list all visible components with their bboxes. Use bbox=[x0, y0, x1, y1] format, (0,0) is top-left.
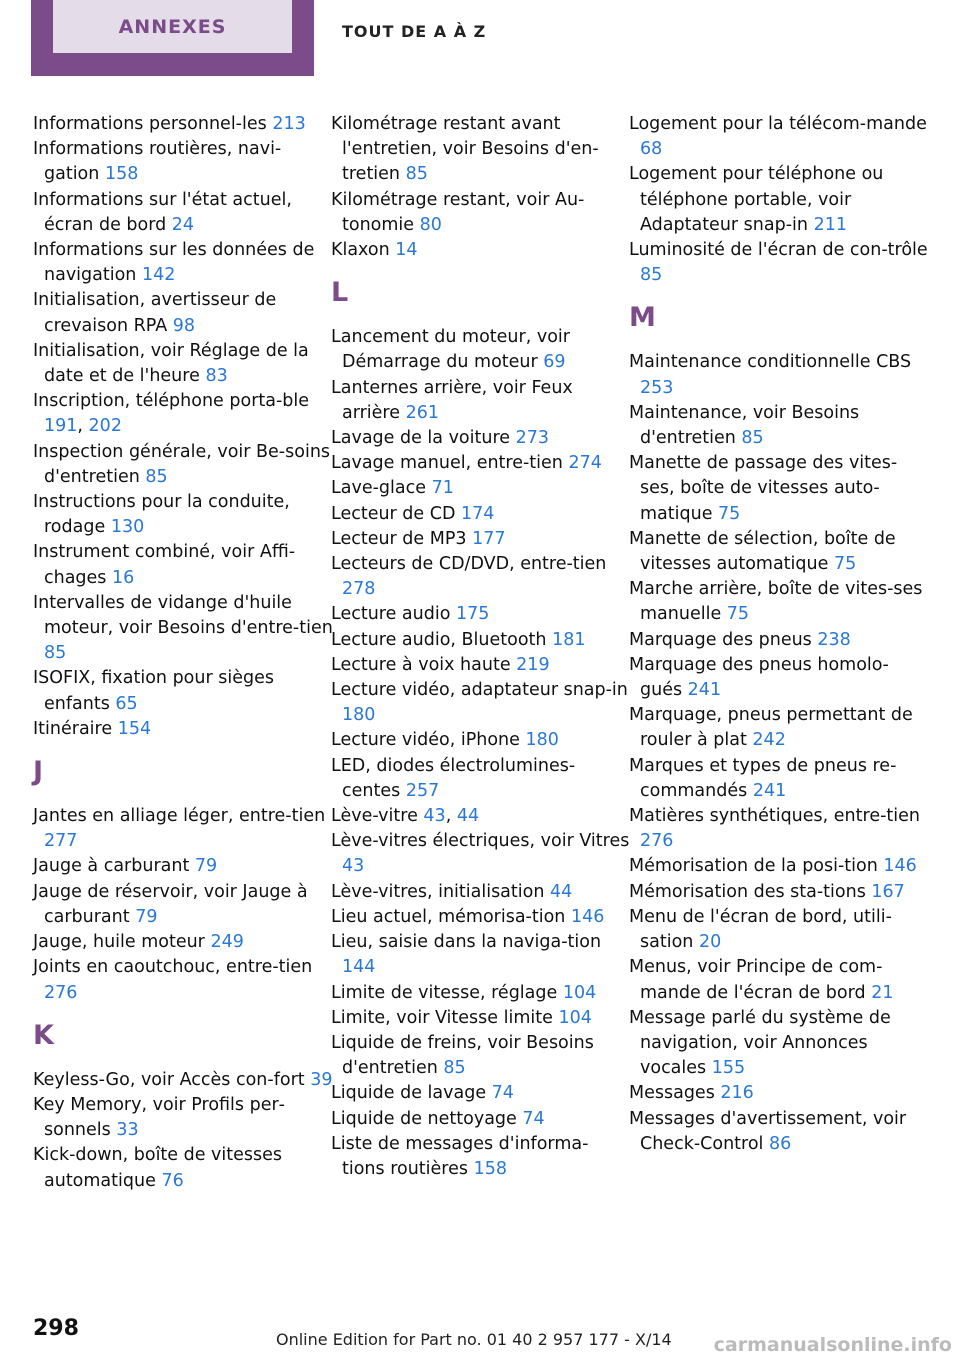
page-reference-link[interactable]: 130 bbox=[110, 517, 145, 538]
index-entry bbox=[629, 527, 929, 577]
index-entry-term: Marquage des pneus bbox=[629, 629, 812, 650]
index-entry-term: Inspection générale, voir Be‐soins d'entretien bbox=[33, 441, 331, 487]
index-entry-term: Kilométrage restant avant l'entretien, voir Besoins d'en‐tretien bbox=[331, 114, 599, 185]
page-reference-link[interactable]: 177 bbox=[472, 528, 506, 549]
index-entry-term: Lecture audio bbox=[331, 604, 451, 625]
index-entry-term: Marquage des pneus homolo‐gués bbox=[629, 654, 889, 701]
page-reference-link[interactable]: 86 bbox=[768, 1133, 792, 1154]
page-number: 298 bbox=[33, 1316, 79, 1341]
index-entry bbox=[629, 703, 929, 753]
index-entry-term: Jauge à carburant bbox=[33, 856, 190, 877]
index-entry-term: Klaxon bbox=[331, 240, 390, 261]
page-reference-link[interactable]: 85 bbox=[443, 1058, 466, 1079]
page-reference-link[interactable]: 180 bbox=[342, 705, 376, 726]
index-entry-term: Lecture vidéo, adaptateur snap-in bbox=[331, 680, 628, 701]
page-reference-link[interactable]: 16 bbox=[112, 567, 135, 588]
page-reference-link[interactable]: 68 bbox=[640, 139, 663, 160]
index-entry bbox=[33, 188, 333, 238]
page-reference-link[interactable]: 276 bbox=[640, 831, 674, 852]
index-entry bbox=[331, 653, 631, 678]
index-entry-term: Maintenance, voir Besoins d'entretien bbox=[629, 402, 860, 449]
page-reference-link[interactable]: 85 bbox=[405, 164, 428, 185]
index-entry-term: Keyless-Go, voir Accès con‐fort bbox=[33, 1069, 305, 1090]
index-entry-term: Initialisation, avertisseur de crevaison RPA bbox=[33, 290, 277, 336]
index-entry-term: Logement pour téléphone ou téléphone portable, voir Adaptateur snap-in bbox=[629, 164, 884, 235]
page-reference-link[interactable]: 14 bbox=[395, 240, 418, 261]
index-entry bbox=[331, 238, 631, 263]
page-reference-link[interactable]: 216 bbox=[720, 1083, 754, 1104]
index-entry bbox=[33, 717, 333, 742]
index-entry bbox=[331, 451, 631, 476]
index-entry-term: Kilométrage restant, voir Au‐tonomie bbox=[331, 189, 585, 235]
index-entry bbox=[33, 112, 333, 137]
page-reference-link[interactable]: 211 bbox=[813, 214, 847, 235]
index-entry-term: Menus, voir Principe de com‐mande de l'écran de bord bbox=[629, 957, 883, 1003]
page-reference-link[interactable]: 191 bbox=[44, 416, 78, 437]
page-reference-link[interactable]: 274 bbox=[568, 453, 602, 474]
index-entry-term: Message parlé du système de navigation, voir Annonces vocales bbox=[629, 1007, 891, 1079]
index-entry bbox=[629, 804, 929, 854]
index-entry bbox=[331, 1107, 631, 1132]
section-tab bbox=[31, 0, 314, 76]
page-reference-link[interactable]: 273 bbox=[515, 428, 550, 449]
index-entry bbox=[331, 678, 631, 728]
index-entry bbox=[331, 880, 631, 905]
index-entry bbox=[331, 754, 631, 804]
index-entry-term: ISOFIX, fixation pour sièges enfants bbox=[33, 668, 274, 714]
page-reference-link[interactable]: 85 bbox=[640, 265, 663, 286]
page-reference-link[interactable]: 219 bbox=[516, 654, 550, 675]
index-entry-term: Instrument combiné, voir Affi‐chages bbox=[33, 542, 296, 588]
page-reference-link[interactable]: 44 bbox=[456, 806, 480, 827]
index-entry bbox=[331, 905, 631, 930]
index-entry-term: Informations personnel‐les bbox=[33, 114, 267, 134]
page-reference-link[interactable]: 20 bbox=[698, 932, 722, 953]
index-entry-term: Limite, voir Vitesse limite bbox=[331, 1007, 553, 1028]
page-reference-link[interactable]: 261 bbox=[405, 402, 439, 423]
index-entry-term: Lieu actuel, mémorisa‐tion bbox=[331, 906, 566, 927]
index-entry-term: Manette de sélection, boîte de vitesses automatique bbox=[629, 528, 896, 575]
index-entry bbox=[33, 854, 333, 879]
index-entry bbox=[331, 930, 631, 980]
index-entry-term: Liquide de freins, voir Besoins d'entretien bbox=[331, 1032, 594, 1079]
index-entry bbox=[33, 540, 333, 590]
page-reference-link[interactable]: 174 bbox=[461, 503, 495, 524]
index-entry bbox=[331, 1132, 631, 1182]
index-entry bbox=[33, 955, 333, 1005]
index-entry bbox=[33, 440, 333, 490]
index-entry bbox=[629, 162, 929, 238]
index-entry-term: Lecture à voix haute bbox=[331, 654, 511, 675]
page-reference-link[interactable]: 154 bbox=[117, 718, 152, 739]
page-reference-link[interactable]: 71 bbox=[431, 478, 454, 499]
index-entry bbox=[331, 325, 631, 375]
index-entry-term: Maintenance conditionnelle CBS bbox=[629, 352, 912, 373]
index-entry bbox=[33, 1068, 333, 1093]
page-reference-link[interactable]: 213 bbox=[272, 114, 306, 134]
index-entry-term: Marquage, pneus permettant de rouler à plat bbox=[629, 705, 913, 751]
page-reference-link[interactable]: 43 bbox=[423, 806, 446, 827]
index-entry-term: Jantes en alliage léger, entre‐tien bbox=[33, 806, 326, 827]
index-entry bbox=[33, 238, 333, 288]
page-reference-link[interactable]: 44 bbox=[550, 881, 573, 902]
chapter-title: TOUT DE A À Z bbox=[342, 22, 487, 41]
page-reference-link[interactable]: 79 bbox=[135, 906, 158, 927]
page-reference-link[interactable]: 181 bbox=[552, 629, 586, 650]
index-entry-term: Lave-glace bbox=[331, 478, 426, 499]
page-reference-link[interactable]: 158 bbox=[473, 1158, 507, 1179]
page-reference-link[interactable]: 74 bbox=[491, 1083, 514, 1104]
index-entry-term: Lanternes arrière, voir Feux arrière bbox=[331, 377, 573, 423]
index-entry-term: Luminosité de l'écran de con‐trôle bbox=[629, 240, 928, 261]
page-reference-link[interactable]: 249 bbox=[210, 932, 244, 953]
page-header bbox=[0, 0, 960, 76]
index-entry bbox=[331, 981, 631, 1006]
index-entry bbox=[629, 628, 929, 653]
page-reference-link[interactable]: 180 bbox=[525, 730, 559, 751]
index-entry-term: Kick-down, boîte de vitesses automatique bbox=[33, 1145, 283, 1191]
index-entry bbox=[331, 476, 631, 501]
index-column-2 bbox=[331, 112, 631, 1182]
index-entry-term: Lieu, saisie dans la naviga‐tion bbox=[331, 932, 602, 953]
page-reference-link[interactable]: 167 bbox=[871, 881, 905, 902]
index-column-3 bbox=[629, 112, 929, 1157]
index-entry bbox=[33, 1093, 333, 1143]
index-entry-term: Marche arrière, boîte de vites‐ses manuelle bbox=[629, 579, 923, 625]
index-entry-term: Lecteurs de CD/DVD, entre‐tien bbox=[331, 554, 607, 575]
index-entry-term: Limite de vitesse, réglage bbox=[331, 982, 558, 1003]
index-entry bbox=[33, 1143, 333, 1193]
index-entry bbox=[331, 1031, 631, 1081]
page-reference-link[interactable]: 76 bbox=[161, 1170, 184, 1191]
index-entry-term: Informations sur les données de navigation bbox=[33, 240, 315, 286]
page-reference-link[interactable]: 21 bbox=[871, 982, 894, 1003]
index-column-1 bbox=[33, 112, 333, 1194]
page-reference-link[interactable]: 85 bbox=[741, 428, 764, 449]
index-entry bbox=[629, 238, 929, 288]
index-entry bbox=[331, 1081, 631, 1106]
page-reference-link[interactable]: 257 bbox=[405, 780, 440, 801]
index-entry-term: Intervalles de vidange d'huile moteur, voir Besoins d'entre‐tien bbox=[33, 592, 333, 639]
index-entry bbox=[629, 905, 929, 955]
index-entry-term: Menu de l'écran de bord, utili‐sation bbox=[629, 906, 892, 953]
index-entry-term: Lève-vitres électriques, voir Vitres bbox=[331, 831, 630, 852]
index-entry-term: Liquide de lavage bbox=[331, 1083, 487, 1104]
index-entry-term: Liquide de nettoyage bbox=[331, 1108, 517, 1129]
index-entry bbox=[629, 653, 929, 703]
index-letter-heading: L bbox=[331, 277, 349, 309]
page-reference-link[interactable]: 278 bbox=[342, 579, 376, 600]
index-entry bbox=[33, 880, 333, 930]
page-reference-link[interactable]: 65 bbox=[115, 693, 138, 714]
index-letter-heading: M bbox=[629, 302, 656, 334]
index-entry bbox=[33, 288, 333, 338]
index-entry-term: Mémorisation de la posi‐tion bbox=[629, 856, 878, 877]
page-reference-link[interactable]: 241 bbox=[687, 680, 722, 701]
index-entry bbox=[331, 112, 631, 188]
index-entry bbox=[33, 137, 333, 187]
index-entry-term: Lavage de la voiture bbox=[331, 428, 511, 449]
index-entry bbox=[33, 666, 333, 716]
index-entry bbox=[33, 490, 333, 540]
index-entry bbox=[629, 451, 929, 527]
page-reference-link[interactable]: 33 bbox=[116, 1120, 139, 1141]
index-entry-term: Liste de messages d'informa‐tions routières bbox=[331, 1133, 589, 1179]
page-reference-link[interactable]: 75 bbox=[833, 554, 857, 575]
index-entry bbox=[629, 401, 929, 451]
index-entry-term: Key Memory, voir Profils per‐sonnels bbox=[33, 1094, 285, 1141]
index-entry bbox=[629, 1107, 929, 1157]
index-entry-term: Lecture vidéo, iPhone bbox=[331, 730, 520, 751]
index-entry: Lève-vitre 43, 44 bbox=[331, 806, 480, 827]
index-entry-term: Lecteur de MP3 bbox=[331, 528, 467, 549]
index-entry bbox=[33, 591, 333, 667]
index-entry-term: Jauge de réservoir, voir Jauge à carburant bbox=[33, 881, 308, 927]
index-entry-term: Informations routières, navi‐gation bbox=[33, 139, 282, 185]
page-reference-link[interactable]: 24 bbox=[171, 214, 195, 235]
page-reference-link[interactable]: 144 bbox=[342, 957, 376, 978]
page-reference-link[interactable]: 43 bbox=[342, 856, 365, 877]
index-entry-term: Itinéraire bbox=[33, 718, 113, 739]
index-entry-term: Messages bbox=[629, 1083, 715, 1104]
index-entry bbox=[629, 754, 929, 804]
page-reference-link[interactable]: 253 bbox=[640, 377, 674, 398]
index-entry bbox=[331, 502, 631, 527]
index-entry-term: Mémorisation des sta‐tions bbox=[629, 881, 866, 902]
index-entry bbox=[331, 1006, 631, 1031]
index-entry-term: Lève-vitre bbox=[331, 806, 418, 827]
index-entry bbox=[33, 339, 333, 389]
index-entry bbox=[629, 577, 929, 627]
page-reference-link[interactable]: 83 bbox=[205, 366, 228, 387]
index-entry-term: Instructions pour la conduite, rodage bbox=[33, 492, 290, 538]
page-reference-link[interactable]: 74 bbox=[522, 1108, 545, 1129]
index-entry-term: Matières synthétiques, entre‐tien bbox=[629, 806, 920, 827]
index-entry-term: Lecture audio, Bluetooth bbox=[331, 629, 547, 650]
index-entry bbox=[331, 602, 631, 627]
index-entry-term: Lavage manuel, entre‐tien bbox=[331, 453, 563, 474]
index-entry bbox=[331, 628, 631, 653]
page-reference-link[interactable]: 104 bbox=[558, 1007, 592, 1028]
page-reference-link[interactable]: 155 bbox=[711, 1058, 746, 1079]
page-reference-link[interactable]: 277 bbox=[44, 831, 78, 852]
index-entry bbox=[629, 1081, 929, 1106]
index-entry bbox=[629, 112, 929, 162]
index-entry bbox=[629, 880, 929, 905]
index-entry: Inscription, téléphone porta‐ble 191, 202 bbox=[33, 391, 310, 437]
page-reference-link[interactable]: 69 bbox=[543, 352, 566, 373]
page-reference-link[interactable]: 75 bbox=[718, 503, 741, 524]
index-entry-term: Logement pour la télécom‐mande bbox=[629, 114, 927, 134]
index-entry-term: Jauge, huile moteur bbox=[33, 932, 205, 953]
index-entry-term: Joints en caoutchouc, entre‐tien bbox=[33, 957, 313, 978]
index-entry bbox=[629, 955, 929, 1005]
index-entry bbox=[33, 804, 333, 854]
index-entry bbox=[331, 552, 631, 602]
index-entry-term: Manette de passage des vites‐ses, boîte de vitesses auto‐matique bbox=[629, 453, 898, 524]
index-entry-term: Inscription, téléphone porta‐ble bbox=[33, 391, 310, 412]
page-reference-link[interactable]: 75 bbox=[726, 604, 750, 625]
page-reference-link[interactable]: 79 bbox=[194, 856, 218, 877]
index-entry bbox=[629, 854, 929, 879]
index-entry-term: LED, diodes électrolumines‐centes bbox=[331, 755, 576, 801]
page-reference-link[interactable]: 85 bbox=[145, 466, 168, 487]
index-entry bbox=[331, 376, 631, 426]
section-tab-label: ANNEXES bbox=[53, 0, 292, 53]
index-entry bbox=[331, 829, 631, 879]
page-reference-link[interactable]: 98 bbox=[172, 315, 196, 336]
index-entry bbox=[331, 188, 631, 238]
page-reference-link[interactable]: 175 bbox=[456, 604, 490, 625]
index-entry-term: Lancement du moteur, voir Démarrage du moteur bbox=[331, 327, 570, 373]
page-reference-link[interactable]: 158 bbox=[104, 164, 139, 185]
index-entry bbox=[331, 527, 631, 552]
index-entry-term: Lève-vitres, initialisation bbox=[331, 881, 545, 902]
page-reference-link[interactable]: 39 bbox=[310, 1069, 333, 1090]
index-entry-term: Initialisation, voir Réglage de la date et de l'heure bbox=[33, 340, 309, 387]
index-letter-heading: J bbox=[33, 756, 44, 788]
page-reference-link[interactable]: 238 bbox=[817, 629, 851, 650]
index-entry bbox=[33, 930, 333, 955]
index-entry-term: Marques et types de pneus re‐commandés bbox=[629, 755, 897, 801]
index-entry-term: Lecteur de CD bbox=[331, 503, 456, 524]
page-reference-link[interactable]: 146 bbox=[883, 856, 917, 877]
page-reference-link[interactable]: 276 bbox=[44, 982, 78, 1003]
index-entry-term: Messages d'avertissement, voir Check-Control bbox=[629, 1108, 907, 1154]
page-reference-link[interactable]: 85 bbox=[44, 643, 67, 664]
page-reference-link[interactable]: 241 bbox=[752, 780, 787, 801]
page-reference-link[interactable]: 142 bbox=[141, 265, 176, 286]
index-entry bbox=[331, 728, 631, 753]
index-letter-heading: K bbox=[33, 1019, 54, 1051]
edition-footer: Online Edition for Part no. 01 40 2 957 177 - X/14 bbox=[276, 1330, 672, 1349]
page-reference-link[interactable]: 80 bbox=[419, 214, 442, 235]
index-entry bbox=[629, 1006, 929, 1082]
index-entry bbox=[629, 350, 929, 400]
page-reference-link[interactable]: 146 bbox=[570, 906, 605, 927]
page-reference-link[interactable]: 202 bbox=[88, 416, 122, 437]
index-entry bbox=[331, 426, 631, 451]
index-entry-term: Informations sur l'état actuel, écran de bord bbox=[33, 189, 292, 235]
page-reference-link[interactable]: 242 bbox=[752, 730, 786, 751]
page-reference-link[interactable]: 104 bbox=[562, 982, 597, 1003]
watermark: carmanualsonline.info bbox=[713, 1334, 952, 1356]
